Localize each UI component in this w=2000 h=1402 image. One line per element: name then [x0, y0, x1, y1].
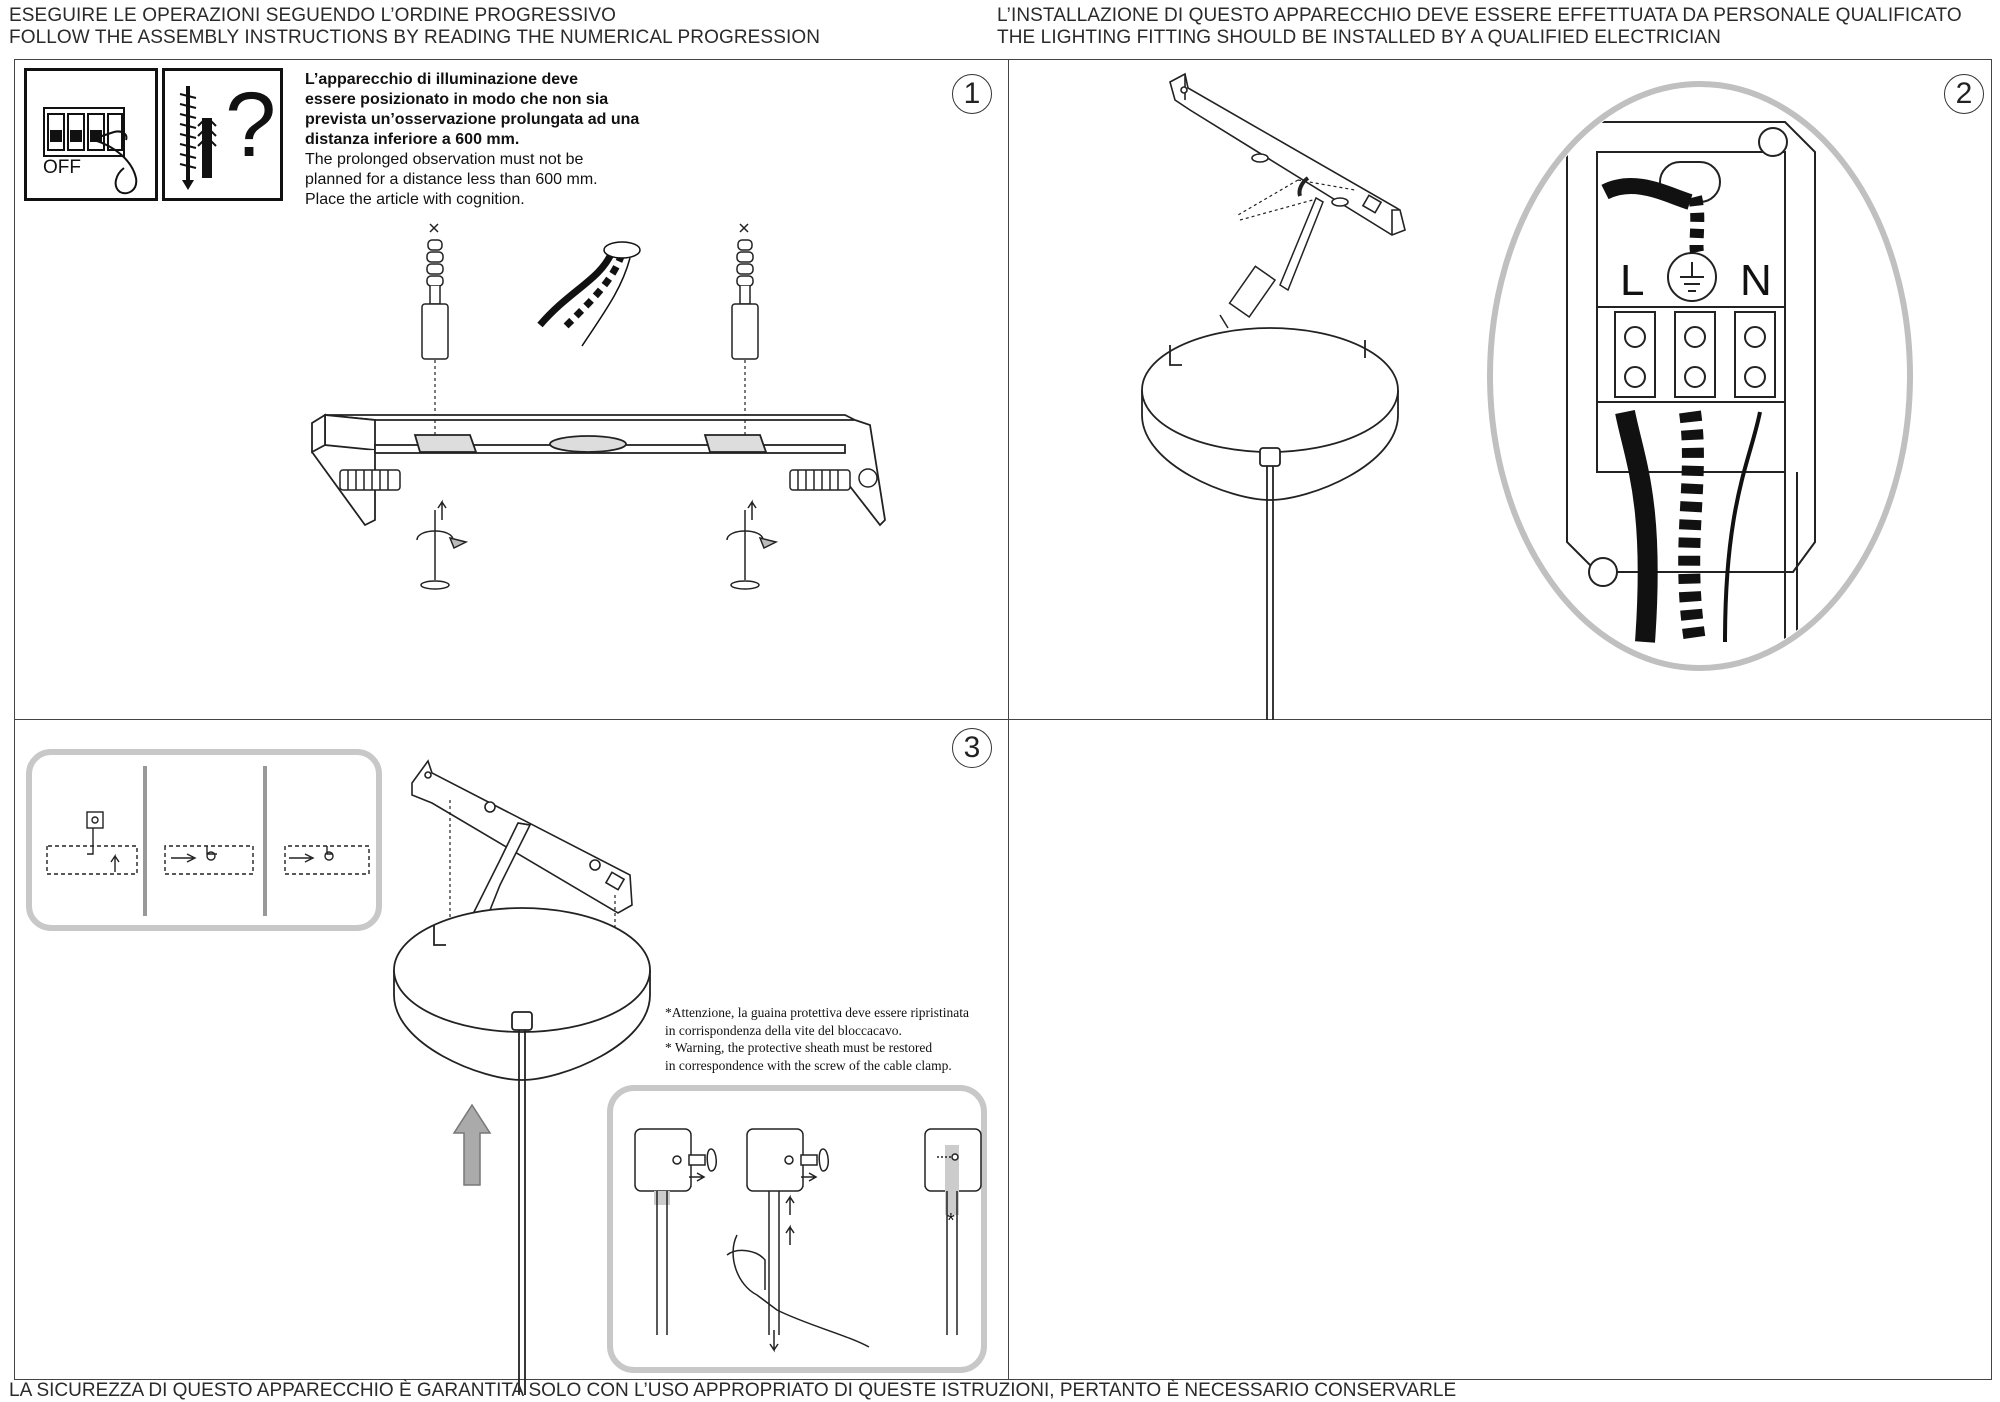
- step-number-2: 2: [1944, 74, 1984, 114]
- sheath-note-it-line1: *Attenzione, la guaina protettiva deve essere ripristinata: [665, 1005, 970, 1020]
- bayonet-lock-detail-illustration: [27, 750, 381, 930]
- notice-it-line4: distanza inferiore a 600 mm.: [305, 131, 520, 148]
- power-off-label: OFF: [43, 157, 81, 178]
- asterisk-mark-icon: *: [947, 1210, 955, 1232]
- terminal-live-label: L: [1620, 256, 1645, 305]
- header-left-line1: ESEGUIRE LE OPERAZIONI SEGUENDO L’ORDINE PROGRESSIVO: [9, 5, 617, 26]
- terminal-neutral-label: N: [1740, 256, 1772, 305]
- header-right-line1: L’INSTALLAZIONE DI QUESTO APPARECCHIO DEVE ESSERE EFFETTUATA DA PERSONALE QUALIFICATO: [997, 5, 1962, 26]
- notice-it-line1: L’apparecchio di illuminazione deve: [305, 71, 578, 88]
- header-right-line2: THE LIGHTING FITTING SHOULD BE INSTALLED BY A QUALIFIED ELECTRICIAN: [997, 27, 1721, 48]
- step1-bracket-mounting-illustration: [300, 220, 900, 640]
- cable-clamp-detail-illustration: [607, 1085, 987, 1373]
- terminal-block-detail-illustration: [1485, 82, 1915, 672]
- notice-en-line1: The prolonged observation must not be: [305, 151, 584, 168]
- notice-en-line3: Place the article with cognition.: [305, 191, 525, 208]
- notice-it-line2: essere posizionato in modo che non sia: [305, 91, 609, 108]
- footer-safety-note: LA SICUREZZA DI QUESTO APPARECCHIO È GARANTITA SOLO CON L’USO APPROPRIATO DI QUESTE ISTRUZIONI, PERTANTO È NECESSARIO CONSERVARLE: [9, 1380, 1457, 1401]
- protective-sheath-warning: [665, 1004, 1005, 1074]
- notice-it-line3: prevista un’osservazione prolungata ad una: [305, 111, 640, 128]
- viewing-distance-notice: [305, 70, 665, 210]
- step-number-1: 1: [952, 74, 992, 114]
- header-left-line2: FOLLOW THE ASSEMBLY INSTRUCTIONS BY READING THE NUMERICAL PROGRESSION: [9, 27, 821, 48]
- grid-horizontal-divider: [14, 719, 1992, 720]
- tools-required-box: [162, 68, 283, 201]
- sheath-note-it-line2: in corrispondenza della vite del bloccacavo.: [665, 1022, 902, 1038]
- step-number-3: 3: [952, 728, 992, 768]
- question-mark-icon: ?: [225, 74, 277, 176]
- circuit-breaker-icon: [24, 68, 158, 201]
- notice-en-line2: planned for a distance less than 600 mm.: [305, 171, 598, 188]
- power-off-warning-box: [24, 68, 158, 201]
- sheath-note-en-line2: in correspondence with the screw of the cable clamp.: [665, 1057, 952, 1073]
- step2-canopy-wiring-illustration: [1130, 70, 1460, 730]
- sheath-note-en-line1: * Warning, the protective sheath must be restored: [665, 1040, 933, 1055]
